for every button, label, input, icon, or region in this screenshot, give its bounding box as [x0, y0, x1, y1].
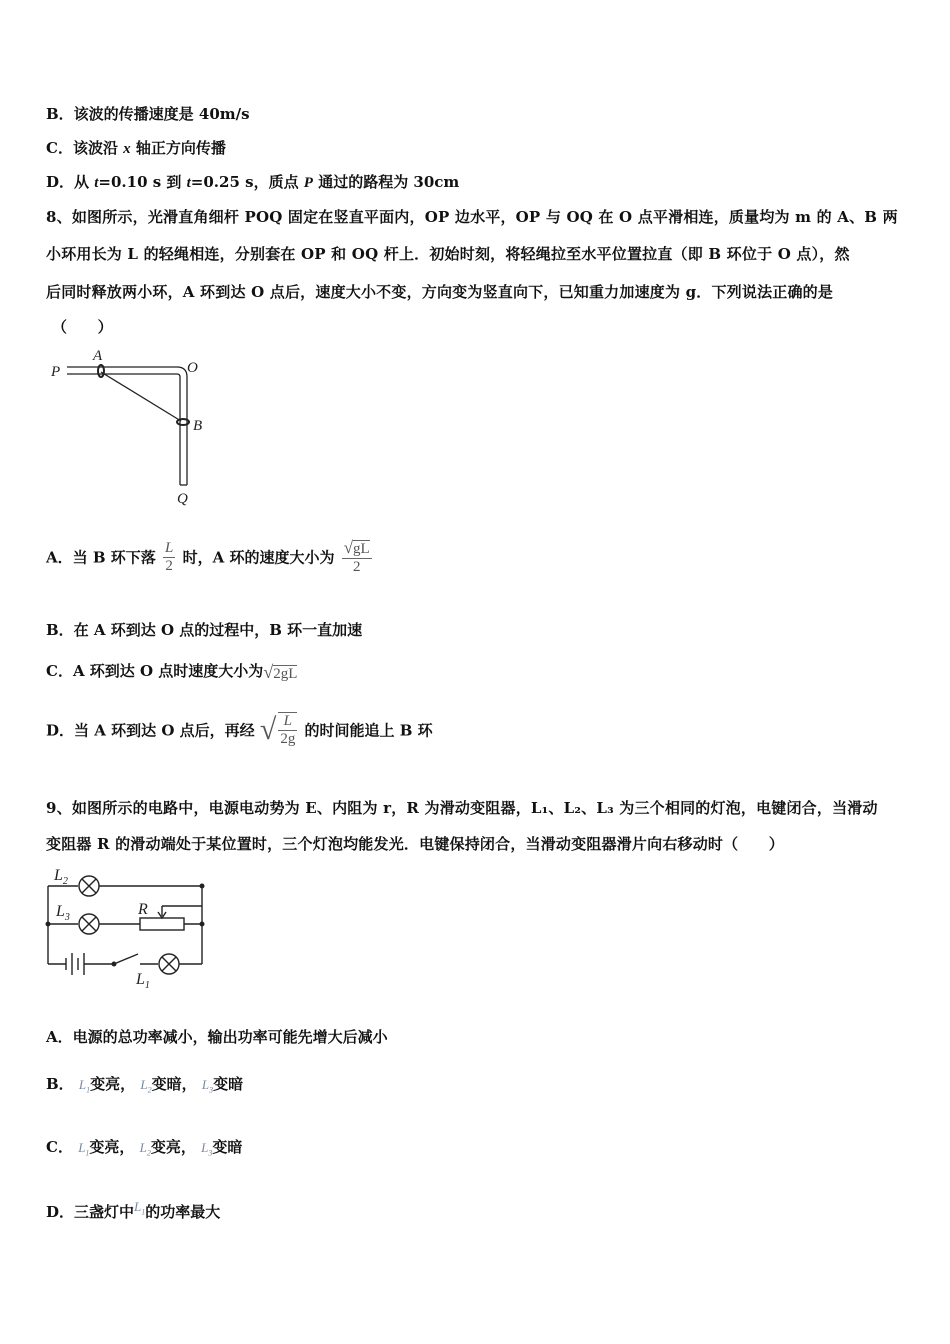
q8-option-c: C．A 环到达 O 点时速度大小为√2gL	[46, 661, 298, 682]
q8-answer-paren: （ ）	[52, 318, 113, 336]
q8-rod-diagram	[45, 345, 215, 515]
q9-option-c: C． $L_1$变亮， $L_2$变亮， $L_3$变暗	[46, 1138, 243, 1158]
frac-l-over-2: $\frac{L}{2}$	[165, 539, 174, 574]
lamp-l3: $L_3$	[201, 1077, 214, 1095]
label-b: B	[193, 418, 203, 434]
q7-option-c: C．该波沿 x 轴正方向传播	[46, 139, 226, 157]
label-q: Q	[177, 491, 188, 507]
frac-sqrt-gl-over-2: $\frac{√gL}{2}$	[343, 538, 370, 575]
lamp-l1: $L_1$	[78, 1077, 91, 1095]
lamp-l3: $L_3$	[201, 1140, 213, 1158]
q8-option-a: A．当 B 环下落 $\frac{L}{2}$ 时，A 环的速度大小为 $\frac{√gL}{2}$	[46, 538, 370, 575]
label-l1: $L_1$	[136, 971, 150, 991]
label-r: R	[138, 901, 148, 918]
q9-option-a: A．电源的总功率减小，输出功率可能先增大后减小	[46, 1028, 388, 1046]
q7-option-d: D．从 t=0.10 s 到 t=0.25 s，质点 P 通过的路程为 30cm	[46, 173, 460, 191]
label-o: O	[187, 360, 198, 376]
q9-option-d: D．三盏灯中$L_1$的功率最大	[46, 1199, 221, 1221]
lamp-l1: $L_1$	[134, 1199, 146, 1217]
q9-circuit-diagram	[40, 862, 220, 992]
label-l3: $L_3$	[56, 903, 70, 923]
q9-option-b: B． $L_1$变亮， $L_2$变暗， $L_3$变暗	[46, 1075, 244, 1095]
sqrt-l-over-2g: √ $\frac{L}{2g}$	[259, 713, 296, 747]
q8-stem-line-1: 8、如图所示，光滑直角细杆 POQ 固定在竖直平面内，OP 边水平，OP 与 OQ 在 O 点平滑相连，质量均为 m 的 A、B 两	[46, 208, 898, 226]
label-p: P	[51, 364, 61, 380]
lamp-l2: $L_2$	[140, 1077, 152, 1095]
lamp-l2: $L_2$	[139, 1140, 151, 1158]
q7-option-b: B．该波的传播速度是 40m/s	[46, 105, 250, 123]
q8-option-d: D．当 A 环到达 O 点后，再经 √ $\frac{L}{2g}$ 的时间能追上 B 环	[46, 713, 433, 747]
label-l2: $L_2$	[54, 867, 68, 887]
q8-stem-line-2: 小环用长为 L 的轻绳相连，分别套在 OP 和 OQ 杆上．初始时刻，将轻绳拉至水平位置拉直（即 B 环位于 O 点），然	[46, 245, 850, 263]
q9-stem-line-2: 变阻器 R 的滑动端处于某位置时，三个灯泡均能发光．电键保持闭合，当滑动变阻器滑片向右移动时（ ）	[46, 835, 784, 853]
lamp-l1: $L_1$	[78, 1140, 90, 1158]
q9-stem-line-1: 9、如图所示的电路中，电源电动势为 E、内阻为 r，R 为滑动变阻器，L₁、L₂、L₃ 为三个相同的灯泡，电键闭合，当滑动	[46, 799, 878, 817]
q8-stem-line-3: 后同时释放两小环，A 环到达 O 点后，速度大小不变，方向变为竖直向下，已知重力加速度为 g．下列说法正确的是	[46, 283, 834, 301]
q8-option-b: B．在 A 环到达 O 点的过程中，B 环一直加速	[46, 621, 363, 639]
sqrt-2gl: √2gL	[263, 661, 298, 682]
label-a: A	[93, 348, 103, 364]
